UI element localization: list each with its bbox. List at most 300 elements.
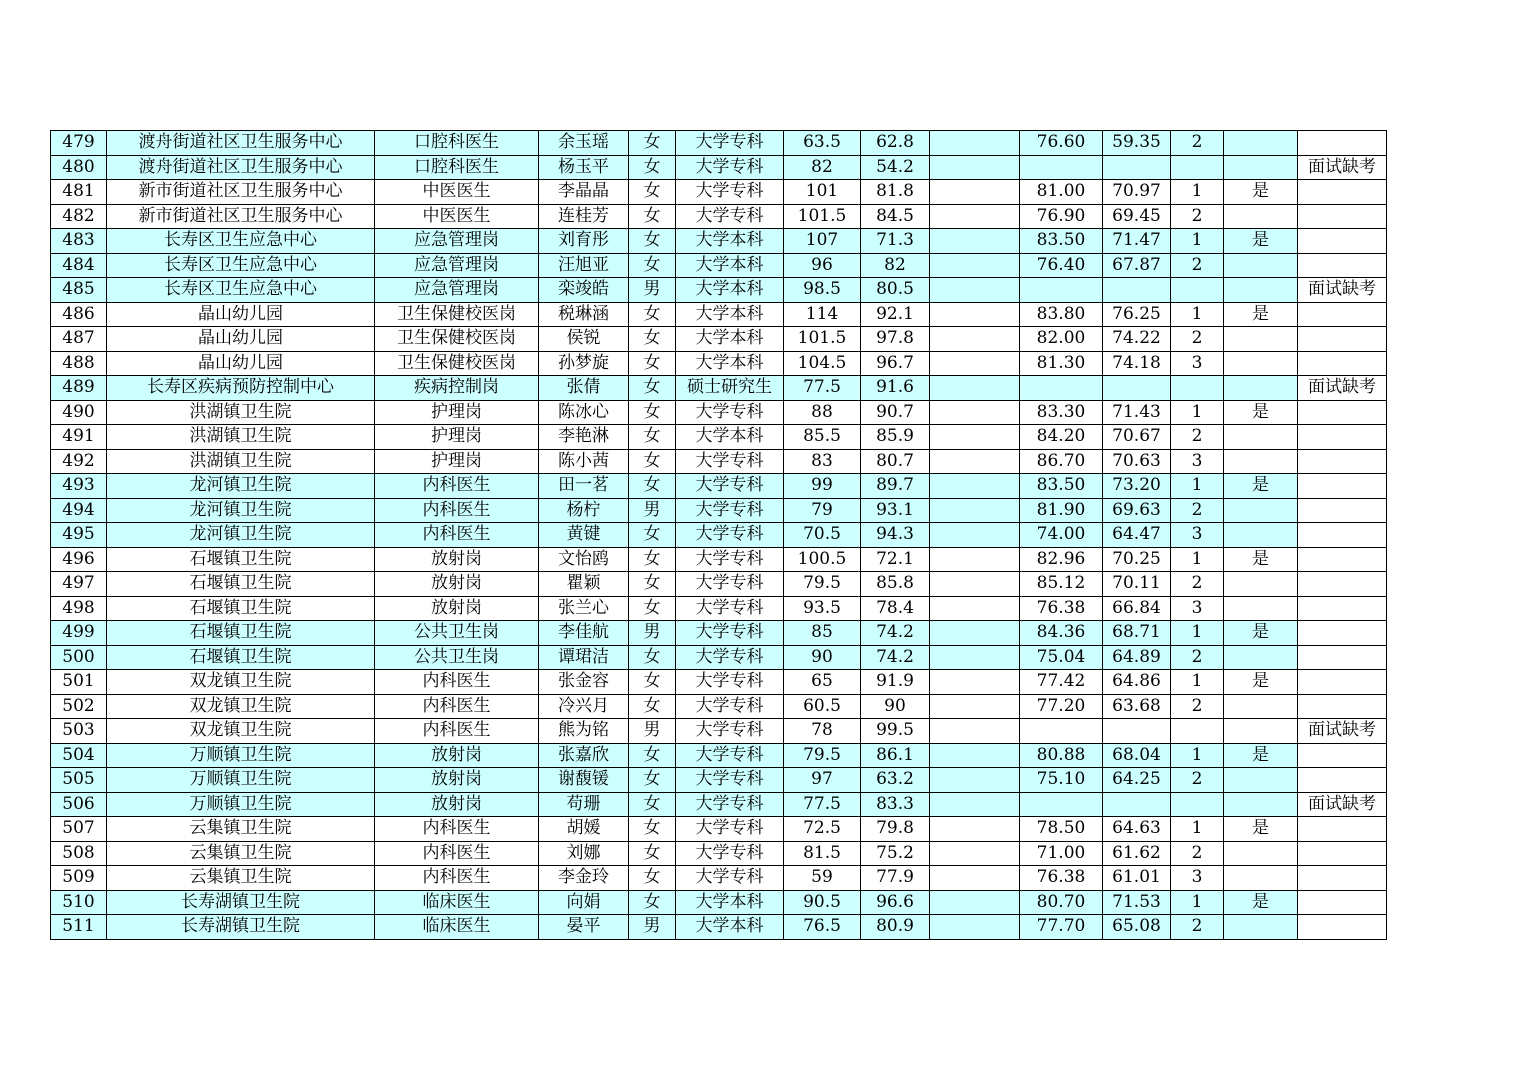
cell-unit: 长寿区卫生应急中心 xyxy=(107,278,375,303)
cell-number: 493 xyxy=(51,474,107,499)
cell-name: 晏平 xyxy=(539,915,629,940)
cell-unit: 龙河镇卫生院 xyxy=(107,474,375,499)
cell-sex: 女 xyxy=(629,596,676,621)
cell-written-score-1: 90 xyxy=(784,645,861,670)
cell-total-score xyxy=(1103,376,1171,401)
cell-written-score-2: 72.1 xyxy=(861,547,930,572)
cell-post: 内科医生 xyxy=(375,474,539,499)
table-row xyxy=(51,253,1387,278)
cell-interview-score: 86.70 xyxy=(1020,449,1103,474)
cell-post: 公共卫生岗 xyxy=(375,621,539,646)
cell-post: 内科医生 xyxy=(375,523,539,548)
cell-number: 482 xyxy=(51,204,107,229)
cell-interview-score: 82.96 xyxy=(1020,547,1103,572)
cell-unit: 石堰镇卫生院 xyxy=(107,547,375,572)
cell-note xyxy=(1298,523,1387,548)
cell-note xyxy=(1298,817,1387,842)
cell-rank: 1 xyxy=(1171,474,1224,499)
cell-number: 485 xyxy=(51,278,107,303)
cell-post: 内科医生 xyxy=(375,670,539,695)
cell-name: 陈小茜 xyxy=(539,449,629,474)
cell-written-score-2: 74.2 xyxy=(861,621,930,646)
cell-interview-score xyxy=(1020,792,1103,817)
cell-bonus xyxy=(930,792,1020,817)
table-row xyxy=(51,719,1387,744)
cell-written-score-2: 63.2 xyxy=(861,768,930,793)
cell-note xyxy=(1298,229,1387,254)
cell-education: 硕士研究生 xyxy=(676,376,784,401)
table-row xyxy=(51,498,1387,523)
cell-note xyxy=(1298,743,1387,768)
table-row xyxy=(51,572,1387,597)
cell-number: 492 xyxy=(51,449,107,474)
cell-interview-score: 77.42 xyxy=(1020,670,1103,695)
cell-note xyxy=(1298,327,1387,352)
cell-rank: 3 xyxy=(1171,351,1224,376)
cell-name: 张嘉欣 xyxy=(539,743,629,768)
cell-sex: 女 xyxy=(629,327,676,352)
cell-bonus xyxy=(930,866,1020,891)
cell-post: 临床医生 xyxy=(375,915,539,940)
cell-education: 大学专科 xyxy=(676,547,784,572)
cell-education: 大学本科 xyxy=(676,351,784,376)
table-row xyxy=(51,841,1387,866)
cell-bonus xyxy=(930,204,1020,229)
cell-interview-score xyxy=(1020,719,1103,744)
cell-written-score-2: 86.1 xyxy=(861,743,930,768)
cell-sex: 女 xyxy=(629,523,676,548)
cell-written-score-2: 93.1 xyxy=(861,498,930,523)
cell-rank: 2 xyxy=(1171,572,1224,597)
cell-number: 491 xyxy=(51,425,107,450)
cell-note: 面试缺考 xyxy=(1298,376,1387,401)
cell-sex: 女 xyxy=(629,572,676,597)
cell-total-score: 61.62 xyxy=(1103,841,1171,866)
cell-bonus xyxy=(930,547,1020,572)
cell-education: 大学专科 xyxy=(676,400,784,425)
cell-rank: 2 xyxy=(1171,768,1224,793)
cell-sex: 女 xyxy=(629,866,676,891)
cell-written-score-1: 101.5 xyxy=(784,327,861,352)
cell-education: 大学本科 xyxy=(676,425,784,450)
cell-number: 496 xyxy=(51,547,107,572)
cell-post: 卫生保健校医岗 xyxy=(375,302,539,327)
cell-sex: 男 xyxy=(629,915,676,940)
cell-sex: 女 xyxy=(629,449,676,474)
cell-bonus xyxy=(930,302,1020,327)
cell-written-score-1: 85.5 xyxy=(784,425,861,450)
cell-name: 文怡鸥 xyxy=(539,547,629,572)
cell-name: 栾竣皓 xyxy=(539,278,629,303)
cell-bonus xyxy=(930,376,1020,401)
cell-written-score-2: 80.7 xyxy=(861,449,930,474)
cell-note xyxy=(1298,645,1387,670)
cell-total-score: 66.84 xyxy=(1103,596,1171,621)
cell-rank: 2 xyxy=(1171,425,1224,450)
cell-written-score-2: 90.7 xyxy=(861,400,930,425)
cell-written-score-1: 63.5 xyxy=(784,131,861,156)
cell-number: 487 xyxy=(51,327,107,352)
cell-education: 大学本科 xyxy=(676,915,784,940)
cell-bonus xyxy=(930,670,1020,695)
cell-physical-exam xyxy=(1224,327,1298,352)
cell-post: 护理岗 xyxy=(375,400,539,425)
cell-written-score-2: 81.8 xyxy=(861,180,930,205)
cell-sex: 女 xyxy=(629,180,676,205)
cell-sex: 女 xyxy=(629,400,676,425)
cell-post: 放射岗 xyxy=(375,792,539,817)
cell-sex: 女 xyxy=(629,302,676,327)
cell-education: 大学专科 xyxy=(676,572,784,597)
cell-unit: 石堰镇卫生院 xyxy=(107,572,375,597)
cell-unit: 双龙镇卫生院 xyxy=(107,694,375,719)
cell-rank: 2 xyxy=(1171,645,1224,670)
cell-note xyxy=(1298,694,1387,719)
cell-written-score-2: 92.1 xyxy=(861,302,930,327)
cell-education: 大学专科 xyxy=(676,768,784,793)
cell-physical-exam: 是 xyxy=(1224,474,1298,499)
cell-physical-exam xyxy=(1224,278,1298,303)
cell-number: 499 xyxy=(51,621,107,646)
cell-sex: 男 xyxy=(629,621,676,646)
cell-sex: 女 xyxy=(629,743,676,768)
cell-rank: 1 xyxy=(1171,547,1224,572)
cell-sex: 女 xyxy=(629,792,676,817)
cell-education: 大学专科 xyxy=(676,645,784,670)
cell-interview-score xyxy=(1020,155,1103,180)
cell-written-score-1: 59 xyxy=(784,866,861,891)
cell-total-score: 68.04 xyxy=(1103,743,1171,768)
cell-rank: 2 xyxy=(1171,253,1224,278)
cell-written-score-2: 83.3 xyxy=(861,792,930,817)
cell-physical-exam xyxy=(1224,719,1298,744)
cell-unit: 石堰镇卫生院 xyxy=(107,645,375,670)
cell-post: 护理岗 xyxy=(375,425,539,450)
table-row xyxy=(51,278,1387,303)
cell-bonus xyxy=(930,400,1020,425)
cell-education: 大学专科 xyxy=(676,841,784,866)
cell-note xyxy=(1298,449,1387,474)
cell-written-score-2: 80.5 xyxy=(861,278,930,303)
cell-physical-exam: 是 xyxy=(1224,400,1298,425)
cell-bonus xyxy=(930,474,1020,499)
cell-bonus xyxy=(930,449,1020,474)
cell-name: 李佳航 xyxy=(539,621,629,646)
table-row xyxy=(51,817,1387,842)
cell-note xyxy=(1298,768,1387,793)
cell-written-score-1: 81.5 xyxy=(784,841,861,866)
cell-name: 李艳淋 xyxy=(539,425,629,450)
cell-name: 熊为铭 xyxy=(539,719,629,744)
cell-written-score-2: 91.9 xyxy=(861,670,930,695)
cell-physical-exam xyxy=(1224,596,1298,621)
cell-unit: 洪湖镇卫生院 xyxy=(107,425,375,450)
cell-education: 大学专科 xyxy=(676,155,784,180)
table-row xyxy=(51,449,1387,474)
cell-total-score: 71.43 xyxy=(1103,400,1171,425)
cell-education: 大学专科 xyxy=(676,204,784,229)
cell-note xyxy=(1298,915,1387,940)
cell-sex: 女 xyxy=(629,768,676,793)
cell-number: 490 xyxy=(51,400,107,425)
cell-unit: 长寿湖镇卫生院 xyxy=(107,890,375,915)
cell-total-score: 74.22 xyxy=(1103,327,1171,352)
cell-education: 大学专科 xyxy=(676,743,784,768)
cell-name: 田一茗 xyxy=(539,474,629,499)
cell-note: 面试缺考 xyxy=(1298,719,1387,744)
cell-written-score-2: 54.2 xyxy=(861,155,930,180)
cell-rank: 1 xyxy=(1171,743,1224,768)
cell-written-score-2: 96.6 xyxy=(861,890,930,915)
cell-written-score-2: 97.8 xyxy=(861,327,930,352)
cell-physical-exam xyxy=(1224,915,1298,940)
cell-unit: 新市街道社区卫生服务中心 xyxy=(107,204,375,229)
cell-unit: 双龙镇卫生院 xyxy=(107,670,375,695)
cell-name: 汪旭亚 xyxy=(539,253,629,278)
cell-bonus xyxy=(930,817,1020,842)
cell-name: 谢馥锾 xyxy=(539,768,629,793)
cell-name: 杨柠 xyxy=(539,498,629,523)
cell-sex: 女 xyxy=(629,204,676,229)
cell-name: 连桂芳 xyxy=(539,204,629,229)
cell-total-score xyxy=(1103,792,1171,817)
cell-rank: 2 xyxy=(1171,915,1224,940)
cell-total-score: 67.87 xyxy=(1103,253,1171,278)
cell-total-score: 70.63 xyxy=(1103,449,1171,474)
score-table xyxy=(50,130,1387,940)
cell-rank: 2 xyxy=(1171,327,1224,352)
cell-name: 冷兴月 xyxy=(539,694,629,719)
cell-total-score: 70.67 xyxy=(1103,425,1171,450)
cell-total-score: 69.63 xyxy=(1103,498,1171,523)
table-row xyxy=(51,180,1387,205)
cell-sex: 女 xyxy=(629,131,676,156)
cell-name: 张兰心 xyxy=(539,596,629,621)
cell-bonus xyxy=(930,890,1020,915)
cell-written-score-1: 78 xyxy=(784,719,861,744)
cell-written-score-1: 79 xyxy=(784,498,861,523)
cell-written-score-1: 100.5 xyxy=(784,547,861,572)
cell-number: 497 xyxy=(51,572,107,597)
cell-note xyxy=(1298,572,1387,597)
cell-post: 放射岗 xyxy=(375,547,539,572)
cell-written-score-2: 85.9 xyxy=(861,425,930,450)
cell-written-score-1: 90.5 xyxy=(784,890,861,915)
cell-education: 大学专科 xyxy=(676,621,784,646)
cell-physical-exam: 是 xyxy=(1224,670,1298,695)
cell-post: 口腔科医生 xyxy=(375,131,539,156)
cell-note xyxy=(1298,547,1387,572)
cell-unit: 万顺镇卫生院 xyxy=(107,792,375,817)
cell-bonus xyxy=(930,915,1020,940)
cell-number: 495 xyxy=(51,523,107,548)
cell-note xyxy=(1298,204,1387,229)
cell-written-score-2: 79.8 xyxy=(861,817,930,842)
cell-post: 应急管理岗 xyxy=(375,229,539,254)
cell-number: 506 xyxy=(51,792,107,817)
cell-note xyxy=(1298,841,1387,866)
cell-note xyxy=(1298,621,1387,646)
cell-education: 大学专科 xyxy=(676,866,784,891)
cell-sex: 女 xyxy=(629,890,676,915)
cell-unit: 云集镇卫生院 xyxy=(107,841,375,866)
table-row xyxy=(51,302,1387,327)
table-row xyxy=(51,474,1387,499)
cell-bonus xyxy=(930,155,1020,180)
cell-unit: 云集镇卫生院 xyxy=(107,866,375,891)
cell-written-score-1: 99 xyxy=(784,474,861,499)
cell-total-score: 65.08 xyxy=(1103,915,1171,940)
cell-bonus xyxy=(930,229,1020,254)
cell-number: 494 xyxy=(51,498,107,523)
cell-note xyxy=(1298,180,1387,205)
cell-note xyxy=(1298,131,1387,156)
cell-written-score-1: 77.5 xyxy=(784,376,861,401)
cell-number: 509 xyxy=(51,866,107,891)
cell-written-score-2: 96.7 xyxy=(861,351,930,376)
cell-number: 480 xyxy=(51,155,107,180)
cell-interview-score xyxy=(1020,278,1103,303)
cell-unit: 洪湖镇卫生院 xyxy=(107,400,375,425)
cell-post: 放射岗 xyxy=(375,768,539,793)
cell-number: 502 xyxy=(51,694,107,719)
cell-total-score: 71.47 xyxy=(1103,229,1171,254)
cell-post: 卫生保健校医岗 xyxy=(375,351,539,376)
cell-note xyxy=(1298,596,1387,621)
cell-written-score-1: 85 xyxy=(784,621,861,646)
cell-interview-score: 76.90 xyxy=(1020,204,1103,229)
cell-note xyxy=(1298,866,1387,891)
cell-name: 李晶晶 xyxy=(539,180,629,205)
cell-interview-score: 74.00 xyxy=(1020,523,1103,548)
cell-written-score-2: 85.8 xyxy=(861,572,930,597)
cell-written-score-2: 84.5 xyxy=(861,204,930,229)
cell-interview-score: 76.38 xyxy=(1020,596,1103,621)
cell-physical-exam: 是 xyxy=(1224,229,1298,254)
cell-education: 大学本科 xyxy=(676,327,784,352)
cell-post: 内科医生 xyxy=(375,719,539,744)
cell-written-score-1: 79.5 xyxy=(784,743,861,768)
cell-unit: 石堰镇卫生院 xyxy=(107,596,375,621)
cell-number: 507 xyxy=(51,817,107,842)
cell-bonus xyxy=(930,498,1020,523)
cell-physical-exam xyxy=(1224,425,1298,450)
cell-written-score-1: 77.5 xyxy=(784,792,861,817)
cell-interview-score: 76.38 xyxy=(1020,866,1103,891)
cell-education: 大学本科 xyxy=(676,890,784,915)
cell-physical-exam xyxy=(1224,449,1298,474)
table-row xyxy=(51,131,1387,156)
table-row xyxy=(51,768,1387,793)
table-row xyxy=(51,376,1387,401)
cell-physical-exam: 是 xyxy=(1224,180,1298,205)
cell-interview-score: 83.30 xyxy=(1020,400,1103,425)
cell-written-score-1: 101 xyxy=(784,180,861,205)
cell-interview-score: 76.60 xyxy=(1020,131,1103,156)
cell-written-score-1: 98.5 xyxy=(784,278,861,303)
cell-written-score-1: 97 xyxy=(784,768,861,793)
cell-sex: 女 xyxy=(629,425,676,450)
cell-physical-exam xyxy=(1224,841,1298,866)
cell-interview-score: 80.70 xyxy=(1020,890,1103,915)
table-row xyxy=(51,866,1387,891)
cell-written-score-2: 82 xyxy=(861,253,930,278)
cell-note: 面试缺考 xyxy=(1298,278,1387,303)
cell-unit: 石堰镇卫生院 xyxy=(107,621,375,646)
cell-physical-exam xyxy=(1224,866,1298,891)
cell-unit: 长寿区卫生应急中心 xyxy=(107,253,375,278)
cell-number: 508 xyxy=(51,841,107,866)
cell-number: 511 xyxy=(51,915,107,940)
cell-physical-exam: 是 xyxy=(1224,547,1298,572)
table-row xyxy=(51,743,1387,768)
cell-rank: 2 xyxy=(1171,694,1224,719)
cell-unit: 晶山幼儿园 xyxy=(107,351,375,376)
table-row xyxy=(51,890,1387,915)
cell-rank: 1 xyxy=(1171,400,1224,425)
cell-written-score-2: 91.6 xyxy=(861,376,930,401)
cell-rank: 3 xyxy=(1171,523,1224,548)
cell-total-score: 68.71 xyxy=(1103,621,1171,646)
cell-unit: 洪湖镇卫生院 xyxy=(107,449,375,474)
cell-physical-exam xyxy=(1224,792,1298,817)
cell-number: 479 xyxy=(51,131,107,156)
table-row xyxy=(51,351,1387,376)
cell-sex: 女 xyxy=(629,645,676,670)
cell-unit: 长寿区疾病预防控制中心 xyxy=(107,376,375,401)
cell-name: 瞿颖 xyxy=(539,572,629,597)
cell-written-score-2: 99.5 xyxy=(861,719,930,744)
cell-education: 大学本科 xyxy=(676,278,784,303)
cell-sex: 女 xyxy=(629,155,676,180)
table-row xyxy=(51,792,1387,817)
cell-post: 内科医生 xyxy=(375,841,539,866)
cell-total-score: 63.68 xyxy=(1103,694,1171,719)
cell-rank xyxy=(1171,376,1224,401)
cell-note: 面试缺考 xyxy=(1298,155,1387,180)
cell-post: 应急管理岗 xyxy=(375,253,539,278)
cell-total-score: 64.25 xyxy=(1103,768,1171,793)
cell-name: 侯锐 xyxy=(539,327,629,352)
cell-education: 大学专科 xyxy=(676,670,784,695)
table-row xyxy=(51,621,1387,646)
cell-interview-score: 71.00 xyxy=(1020,841,1103,866)
cell-total-score: 70.97 xyxy=(1103,180,1171,205)
cell-name: 谭珺洁 xyxy=(539,645,629,670)
cell-note xyxy=(1298,425,1387,450)
cell-sex: 女 xyxy=(629,351,676,376)
cell-interview-score: 81.30 xyxy=(1020,351,1103,376)
cell-total-score: 70.25 xyxy=(1103,547,1171,572)
cell-physical-exam xyxy=(1224,376,1298,401)
cell-interview-score: 77.20 xyxy=(1020,694,1103,719)
cell-bonus xyxy=(930,131,1020,156)
table-row xyxy=(51,327,1387,352)
cell-interview-score: 78.50 xyxy=(1020,817,1103,842)
cell-bonus xyxy=(930,523,1020,548)
cell-name: 陈冰心 xyxy=(539,400,629,425)
cell-written-score-1: 107 xyxy=(784,229,861,254)
cell-physical-exam xyxy=(1224,253,1298,278)
cell-written-score-1: 93.5 xyxy=(784,596,861,621)
cell-education: 大学本科 xyxy=(676,253,784,278)
cell-number: 481 xyxy=(51,180,107,205)
cell-written-score-1: 88 xyxy=(784,400,861,425)
cell-unit: 渡舟街道社区卫生服务中心 xyxy=(107,131,375,156)
cell-note xyxy=(1298,302,1387,327)
cell-unit: 万顺镇卫生院 xyxy=(107,743,375,768)
cell-bonus xyxy=(930,351,1020,376)
